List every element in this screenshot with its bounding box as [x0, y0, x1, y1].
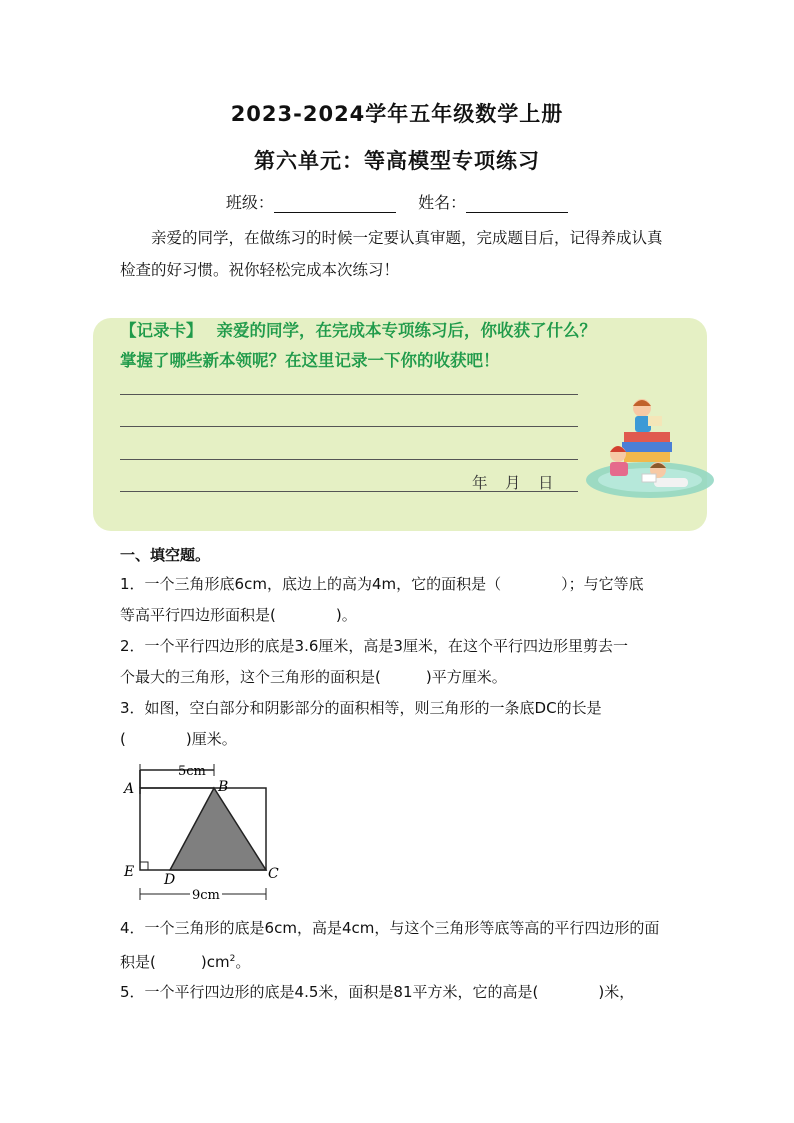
record-line-3[interactable]	[120, 459, 578, 460]
page-subtitle: 第六单元：等高模型专项练习	[254, 149, 540, 173]
reading-kids-illustration	[578, 388, 718, 508]
question-2	[120, 631, 680, 693]
question-3	[120, 693, 680, 755]
intro-paragraph	[120, 222, 680, 286]
dim-top-label: 5cm	[178, 764, 206, 779]
q4-end: 。	[235, 953, 251, 971]
label-a: A	[124, 781, 135, 797]
intro-line-1: 亲爱的同学，在做练习的时候一定要认真审题，完成题目后，记得养成认真	[151, 229, 663, 247]
q1-line-1: 1．一个三角形底6cm，底边上的高为4m，它的面积是（ ）；与它等底	[120, 575, 644, 593]
q5-line-1: 5．一个平行四边形的底是4.5米，面积是81平方米，它的高是( )米，	[120, 983, 635, 1001]
name-label: 姓名：	[418, 193, 467, 212]
triangle-figure	[118, 758, 288, 908]
record-card-line-1: 【记录卡】 亲爱的同学，在完成本专项练习后，你收获了什么？	[120, 321, 596, 340]
class-label: 班级：	[225, 193, 274, 212]
intro-line-2: 检查的好习惯。祝你轻松完成本次练习！	[120, 261, 400, 279]
shaded-triangle	[170, 788, 266, 870]
question-5	[120, 977, 680, 1008]
record-card-text	[120, 316, 690, 376]
q1-line-2: 等高平行四边形面积是( )。	[120, 606, 357, 624]
question-1	[120, 569, 680, 631]
page-title: 2023-2024学年五年级数学上册	[230, 102, 564, 126]
q4-superscript: 2	[229, 954, 236, 964]
class-blank[interactable]	[274, 194, 396, 213]
q2-line-1: 2．一个平行四边形的底是3.6厘米，高是3厘米，在这个平行四边形里剪去一	[120, 637, 628, 655]
q4-text: 积是( )cm	[120, 953, 230, 971]
q3-line-2: ( )厘米。	[120, 730, 237, 748]
student-info-row	[0, 190, 794, 213]
record-line-2[interactable]	[120, 426, 578, 427]
record-line-1[interactable]	[120, 394, 578, 395]
label-b: B	[218, 779, 229, 795]
label-d: D	[164, 872, 176, 888]
record-date: 年 月 日	[472, 474, 555, 492]
record-card-line-2: 掌握了哪些新本领呢？在这里记录一下你的收获吧！	[120, 351, 500, 370]
section-title: 一、填空题。	[120, 546, 211, 564]
question-4	[120, 913, 680, 978]
q4-line-2	[120, 944, 680, 978]
label-c: C	[268, 866, 279, 882]
dim-bottom-label: 9cm	[192, 888, 220, 903]
q3-line-1: 3．如图，空白部分和阴影部分的面积相等，则三角形的一条底DC的长是	[120, 699, 602, 717]
name-blank[interactable]	[466, 194, 568, 213]
q4-line-1: 4．一个三角形的底是6cm，高是4cm，与这个三角形等底等高的平行四边形的面	[120, 919, 660, 937]
label-e: E	[124, 864, 135, 880]
q2-line-2: 个最大的三角形，这个三角形的面积是( )平方厘米。	[120, 668, 507, 686]
